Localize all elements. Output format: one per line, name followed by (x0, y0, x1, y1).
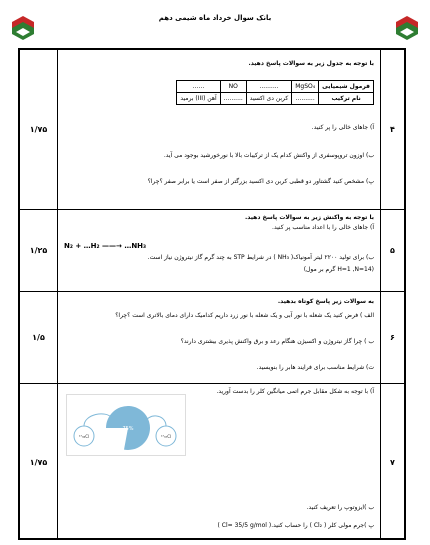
table-cell: MgSO₄ (292, 81, 319, 93)
page-title: بانک سوال خرداد ماه شیمی دهم (158, 14, 272, 22)
question-intro: با توجه به جدول زیر به سوالات پاسخ دهید. (248, 60, 374, 67)
question-number: ۶ (380, 292, 404, 383)
question-score: ۱/۷۵ (20, 384, 58, 540)
question-part-a: آ) جاهای خالی را پر کنید. (311, 124, 374, 131)
reaction-equation: N₂ + …H₂ ——→ …NH₃ (64, 242, 147, 250)
table-cell: .......... (246, 81, 291, 93)
question-part-b: ب ) چرا گاز نیتروژن و اکسیژن هنگام رعد و برق واکنش پذیری بیشتری دارند؟ (180, 338, 374, 345)
table-row (177, 93, 374, 105)
chlorine-isotope-diagram (66, 394, 186, 456)
question-row (20, 50, 404, 210)
table-cell: .......... (220, 93, 246, 105)
question-part-b: ب )ایزوتوپ را تعریف کنید. (306, 504, 374, 511)
question-score: ۱/۵ (20, 292, 58, 383)
table-cell: .......... (292, 93, 319, 105)
question-number: ۷ (380, 384, 404, 540)
question-number: ۵ (380, 210, 404, 291)
diagram-right-label: ¹⁷₃₇Cl (160, 434, 172, 439)
table-cell: نام ترکیب (319, 93, 374, 105)
question-part-p: پ) مشخص کنید گشتاور دو قطبی کربن دی اکسید بزرگتر از صفر است یا برابر صفر ؟چرا؟ (147, 178, 374, 185)
question-row (20, 384, 404, 540)
question-part-b: ب) برای تولید ۲۲۰۰ لیتر آمونیاک( NH₃ ) در شرایط STP به چند گرم گاز نیتروژن نیاز است. (147, 254, 374, 261)
question-part-a: الف ) فرض کنید یک شعله با نور آبی و یک شعله با نور زرد داریم کدامیک دارای دمای بالاتری است ؟چرا؟ (115, 312, 374, 319)
question-part-p: ت) شرایط مناسب برای فرایند هابر را بنویسید. (256, 364, 374, 371)
table-row (177, 81, 374, 93)
table-cell: ...... (177, 81, 220, 93)
question-part-b-note: (H=1 ,N=14 گرم بر مول) (303, 266, 374, 273)
question-row (20, 292, 404, 384)
question-content (60, 50, 378, 209)
school-logo-left (10, 14, 36, 44)
diagram-left-label: ¹⁷₃₅Cl (78, 434, 90, 439)
table-cell: NO (220, 81, 246, 93)
question-intro: با توجه به واکنش زیر به سوالات پاسخ دهید. (244, 214, 374, 221)
table-cell: کربن دی اکسید (246, 93, 291, 105)
table-cell: آهن (III) برمید (177, 93, 220, 105)
question-part-p: پ )جرم مولی کلر ( Cl₂ ) را حساب کنید.( Cl= 35/5 g/mol ) (217, 522, 374, 529)
question-content (60, 210, 378, 291)
question-part-b: ب) اوزون تروپوسفری از واکنش کدام یک از ترکیبات بالا با نورخورشید بوجود می آید. (163, 152, 374, 159)
question-content (60, 384, 378, 540)
chemical-table (176, 80, 374, 105)
table-cell: فرمول شیمیایی (319, 81, 374, 93)
question-row (20, 210, 404, 292)
page-header (0, 0, 430, 46)
question-intro: به سوالات زیر پاسخ کوتاه بدهید. (277, 298, 374, 305)
question-part-a: آ) جاهای خالی را با اعداد مناسب پر کنید. (272, 224, 374, 231)
question-score: ۱/۲۵ (20, 210, 58, 291)
exam-frame (18, 48, 406, 540)
question-number: ۴ (380, 50, 404, 209)
question-score: ۱/۷۵ (20, 50, 58, 209)
question-part-a: آ) با توجه به شکل مقابل جرم اتمی میانگین کلر را بدست آورید. (216, 388, 374, 395)
diagram-center-label: 75% (122, 426, 134, 432)
question-content (60, 292, 378, 383)
